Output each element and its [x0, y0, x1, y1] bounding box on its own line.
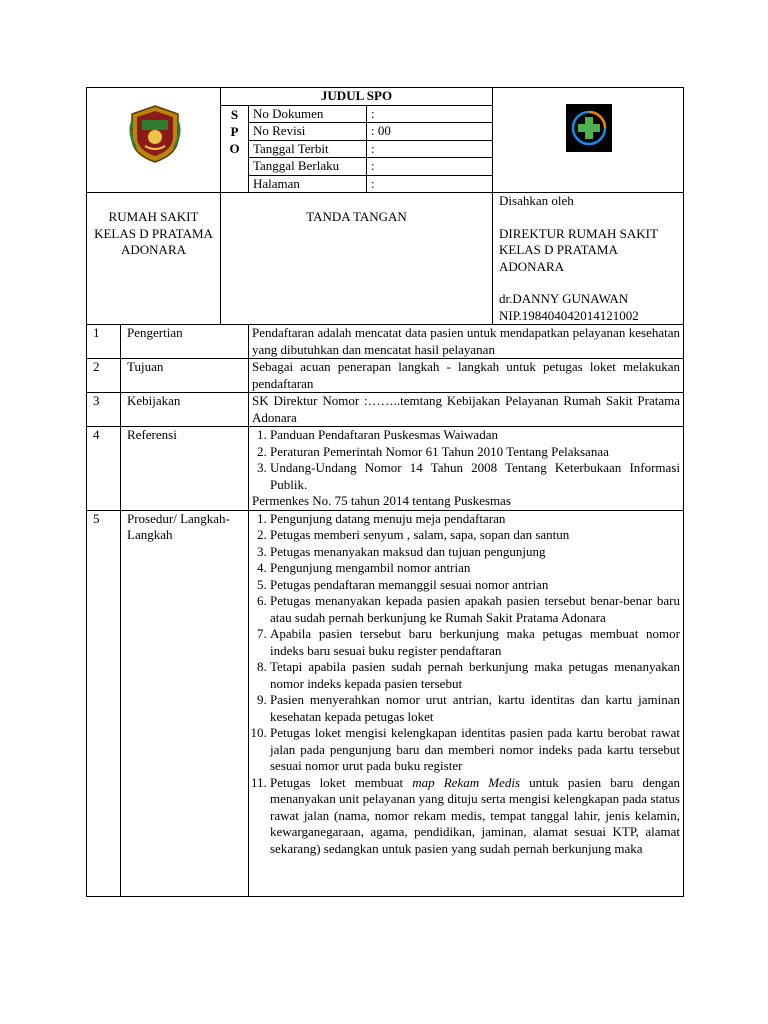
list-item: 3. Undang-Undang Nomor 14 Tahun 2008 Tentang Keterbukaan Informasi Publik. — [270, 460, 680, 493]
director-nip: NIP.198404042014121002 — [499, 307, 639, 323]
field-label-tanggal-terbit: Tanggal Terbit — [249, 140, 367, 158]
section-list — [249, 427, 684, 511]
list-item: 1. Panduan Pendaftaran Puskesmas Waiwadan — [270, 427, 680, 444]
section-row — [87, 325, 684, 359]
section-name: Pengertian — [121, 325, 249, 359]
hospital-name: RUMAH SAKIT KELAS D PRATAMA ADONARA — [87, 193, 221, 325]
list-item: 10. Petugas loket mengisi kelengkapan identitas pasien pada kartu berobat rawat jalan pada pengunjung baru dan memberi nomor indeks pada kartu tersebut sesuai nomor urut pada buku register — [270, 725, 680, 775]
section-number: 1 — [87, 325, 121, 359]
list-item: 6. Petugas menanyakan kepada pasien apakah pasien tersebut benar-benar baru atau sudah pernah berkunjung ke Rumah Sakit Pratama Adonara — [270, 593, 680, 626]
section-row — [87, 393, 684, 427]
field-value-halaman: : — [367, 175, 493, 193]
section-number: 4 — [87, 427, 121, 511]
section-name: Referensi — [121, 427, 249, 511]
spo-content-table — [86, 324, 684, 897]
section-text: Pendaftaran adalah mencatat data pasien untuk mendapatkan pelayanan kesehatan yang dibutuhkan dan mencatat hasil pelayanan — [249, 325, 684, 359]
health-cross-logo-icon — [566, 104, 612, 152]
procedure-list — [252, 511, 680, 858]
reference-list — [252, 427, 680, 493]
list-item: 4. Pengunjung mengambil nomor antrian — [270, 560, 680, 577]
section-row — [87, 427, 684, 511]
section-name: Prosedur/ Langkah-Langkah — [121, 510, 249, 896]
reference-extra: Permenkes No. 75 tahun 2014 tentang Puskesmas — [252, 493, 511, 508]
section-text: SK Direktur Nomor :……..temtang Kebijakan Pelayanan Rumah Sakit Pratama Adonara — [249, 393, 684, 427]
section-name: Tujuan — [121, 359, 249, 393]
section-number: 2 — [87, 359, 121, 393]
approval-block — [493, 193, 684, 325]
list-item: 9. Pasien menyerahkan nomor urut antrian, kartu identitas dan kartu jaminan kesehatan kepada petugas loket — [270, 692, 680, 725]
field-value-tanggal-terbit: : — [367, 140, 493, 158]
section-name: Kebijakan — [121, 393, 249, 427]
field-value-no-dokumen: : — [367, 105, 493, 123]
list-item: 11. Petugas loket membuat map Rekam Medis untuk pasien baru dengan menanyakan unit pelayanan yang dituju serta mengisi kelengkapan pada status rawat jalan (nama, nomor rekam medis, tempat tanggal lahir, jenis kelamin, kewarganegaraan, agama, pendidikan, jaminan, alamat sesuai KTP, alamat sekarang) sedangkan untuk pasien yang sudah pernah berkunjung maka — [270, 775, 680, 858]
field-value-no-revisi: : 00 — [367, 123, 493, 141]
spo-letters: S P O — [221, 105, 249, 193]
list-item: 2. Petugas memberi senyum , salam, sapa, sopan dan santun — [270, 527, 680, 544]
field-value-tanggal-berlaku: : — [367, 158, 493, 176]
list-item: 2. Peraturan Pemerintah Nomor 61 Tahun 2010 Tentang Pelaksanaa — [270, 444, 680, 461]
list-item: 1. Pengunjung datang menuju meja pendaftaran — [270, 511, 680, 528]
section-row — [87, 510, 684, 896]
director-name: dr.DANNY GUNAWAN — [499, 291, 629, 306]
list-item: 7. Apabila pasien tersebut baru berkunjung maka petugas membuat nomor indeks baru sesuai buku register pendaftaran — [270, 626, 680, 659]
director-title: DIREKTUR RUMAH SAKIT KELAS D PRATAMA ADONARA — [499, 225, 658, 274]
field-label-no-revisi: No Revisi — [249, 123, 367, 141]
section-number: 5 — [87, 510, 121, 896]
spo-document — [86, 87, 683, 897]
list-item: 5. Petugas pendaftaran memanggil sesuai nomor antrian — [270, 577, 680, 594]
field-label-tanggal-berlaku: Tanggal Berlaku — [249, 158, 367, 176]
section-list — [249, 510, 684, 896]
section-text: Sebagai acuan penerapan langkah - langkah untuk petugas loket melakukan pendaftaran — [249, 359, 684, 393]
section-number: 3 — [87, 393, 121, 427]
regency-seal-icon — [128, 104, 182, 164]
field-label-halaman: Halaman — [249, 175, 367, 193]
section-row — [87, 359, 684, 393]
document-title: JUDUL SPO — [221, 88, 493, 106]
list-item: 8. Tetapi apabila pasien sudah pernah berkunjung maka petugas menanyakan nomor indeks kepada pasien tersebut — [270, 659, 680, 692]
list-item: 3. Petugas menanyakan maksud dan tujuan pengunjung — [270, 544, 680, 561]
signature-label: TANDA TANGAN — [221, 193, 493, 325]
approved-by: Disahkan oleh — [499, 193, 574, 208]
field-label-no-dokumen: No Dokumen — [249, 105, 367, 123]
